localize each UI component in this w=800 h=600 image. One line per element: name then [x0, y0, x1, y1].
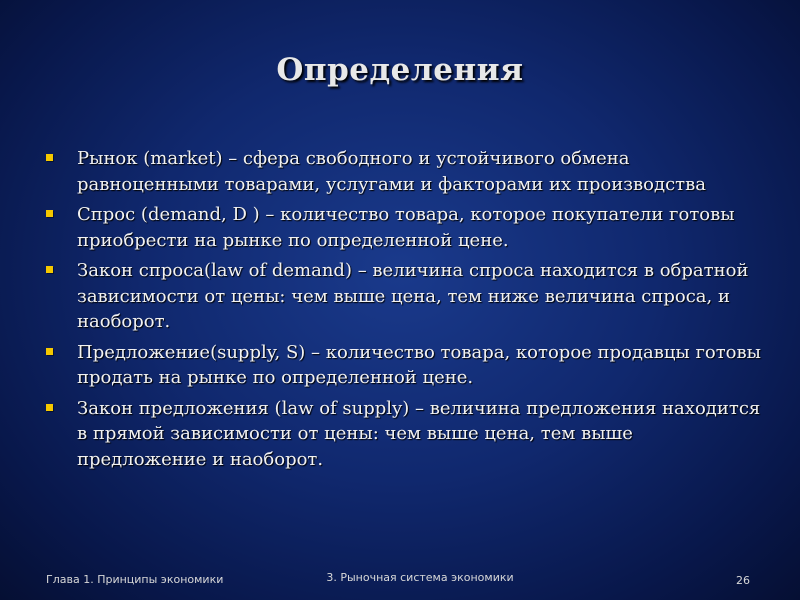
bullet-text: Спрос (demand, D ) – количество товара, которое покупатели готовы приобрести на рынке по определенной цене. — [77, 204, 735, 251]
bullet-item-market — [46, 146, 766, 197]
square-bullet-icon — [46, 266, 53, 273]
bullet-list — [46, 146, 766, 477]
square-bullet-icon — [46, 348, 53, 355]
bullet-text: Предложение(supply, S) – количество товара, которое продавцы готовы продать на рынке по определенной цене. — [77, 341, 761, 388]
bullet-text: Закон спроса(law of demand) – величина спроса находится в обратной зависимости от цены: чем выше цена, тем ниже величина спроса, и наоборот. — [77, 260, 749, 332]
slide-title: Определения — [276, 52, 524, 88]
square-bullet-icon — [46, 404, 53, 411]
bullet-text: Закон предложения (law of supply) – величина предложения находится в прямой зависимости от цены: чем выше цена, тем выше предложение и наоборот. — [77, 397, 761, 470]
bullet-item-law-of-demand — [46, 258, 766, 335]
square-bullet-icon — [46, 210, 53, 217]
square-bullet-icon — [46, 154, 53, 161]
footer-section: 3. Рыночная система экономики — [326, 571, 514, 584]
page-number: 26 — [736, 574, 750, 587]
footer-chapter: Глава 1. Принципы экономики — [46, 573, 224, 586]
bullet-item-supply — [46, 340, 766, 391]
bullet-item-demand — [46, 202, 766, 253]
bullet-item-law-of-supply — [46, 396, 766, 473]
bullet-text: Рынок (market) – сфера свободного и устойчивого обмена равноценными товарами, услугами и факторами их производства — [77, 148, 706, 195]
